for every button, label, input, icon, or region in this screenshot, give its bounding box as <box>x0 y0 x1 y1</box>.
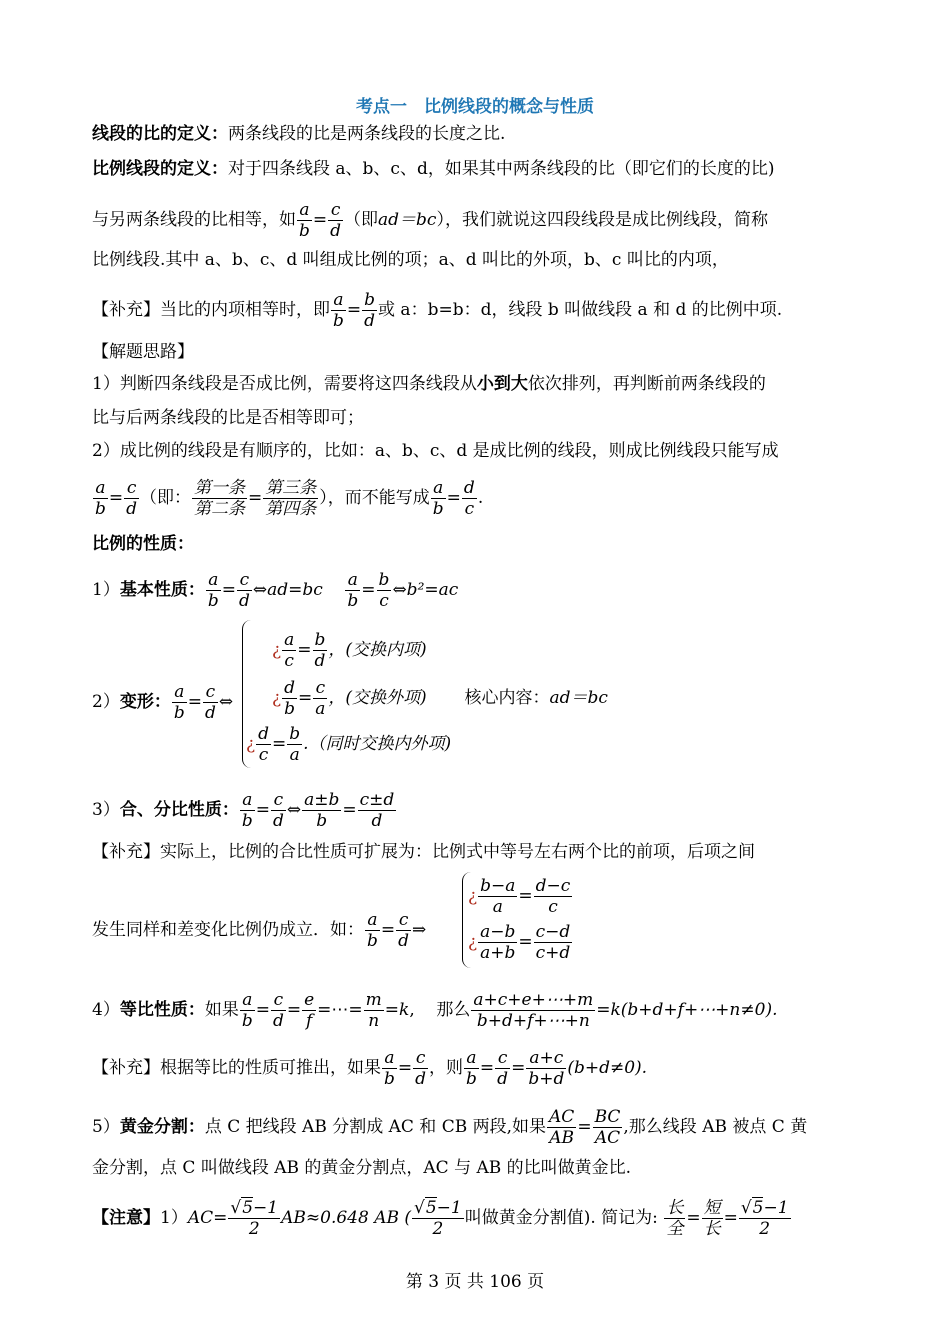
def-prop-line1 <box>92 157 862 181</box>
supp2-case2: ¿ $\frac{a-b}{a+b}$ = $\frac{c-d}{c+d}$ <box>468 922 571 963</box>
fraction-b-d: $\frac{b}{d}$ <box>364 290 376 331</box>
def-prop-text2a: 与另两条线段的比相等，如 <box>92 210 296 230</box>
fraction-c-d: $\frac{c}{d}$ <box>330 200 342 241</box>
supp2-case1: ¿ $\frac{b-a}{a}$ = $\frac{d-c}{c}$ <box>468 876 571 917</box>
fraction-a-b: $\frac{a}{b}$ <box>95 478 106 519</box>
prop5-label: 黄金分割： <box>119 1117 205 1137</box>
prop2-line: 2）变形： $\frac{a}{b}$ = $\frac{c}{d}$ ⇔ <box>92 682 234 723</box>
supp2-line1: 【补充】实际上，比例的合比性质可扩展为：比例式中等号左右两个比的前项，后项之间 <box>92 842 755 862</box>
prop1-eq1: ⇔ad=bc <box>252 580 323 600</box>
prop4-line: 4）等比性质：如果 $\frac{a}{b}$ = $\frac{c}{d}$ = $\frac{e}{f}$ =⋯= $\frac{m}{n}$ =k, 那么 $\frac{a+c+e+\cdots+m}{b+d+f+\cdots+n}$ =k(b+d+f+⋯+n≠0). <box>92 990 778 1031</box>
def-prop-text2d: ），我们就说这四段线段是成比例线段，简称 <box>436 210 768 230</box>
prop5-cont: 金分割，点 C 叫做线段 AB 的黄金分割点，AC 与 AB 的比叫做黄金比. <box>92 1158 632 1178</box>
hint-p2c: ），而不能写成 <box>319 488 430 508</box>
fraction-c-d: $\frac{c}{d}$ <box>126 478 138 519</box>
prop2-swap-both: ¿ $\frac{d}{c}$ = $\frac{b}{a}$ .（同时交换内外项) <box>246 724 452 765</box>
def-prop-eq: ad＝bc <box>378 210 437 230</box>
prop2-label: 变形： <box>119 692 171 712</box>
fraction-a-b: $\frac{a}{b}$ <box>432 478 444 519</box>
prop3-label: 合、分比性质： <box>119 800 239 820</box>
def-prop-text1: 对于四条线段 a、b、c、d，如果其中两条线段的比（即它们的长度的比) <box>228 159 775 179</box>
def-prop-line2: 与另两条线段的比相等，如 $\frac{a}{b}$ = $\frac{c}{d}$ （即ad＝bc），我们就说这四段线段是成比例线段，简称 <box>92 200 768 241</box>
supp1-text-a: 【补充】当比的内项相等时，即 <box>92 300 330 320</box>
hint-p1-cont: 比与后两条线段的比是否相等即可； <box>92 408 364 428</box>
fraction-a-b: $\frac{a}{b}$ <box>333 290 344 331</box>
supp3-line: 【补充】根据等比的性质可推出，如果 $\frac{a}{b}$ = $\frac{c}{d}$ ，则 $\frac{a}{b}$ = $\frac{c}{d}$ = $\frac{a+c}{b+d}$ (b+d≠0). <box>92 1048 648 1089</box>
fraction-d-c: $\frac{d}{c}$ <box>463 478 475 519</box>
supp1-text-b: 或 a：b=b：d，线段 b 叫做线段 a 和 d 的比例中项. <box>378 300 783 320</box>
hint-title: 【解题思路】 <box>92 342 194 362</box>
def-prop-line3: 比例线段.其中 a、b、c、d 叫组成比例的项；a、d 叫比的外项，b、c 叫比的内项， <box>92 250 729 270</box>
prop3-line: 3）合、分比性质： $\frac{a}{b}$ = $\frac{c}{d}$ ⇔ $\frac{a\pm b}{b}$ = $\frac{c\pm d}{d}$ <box>92 790 395 831</box>
section-title: 考点一 比例线段的概念与性质 <box>356 97 594 117</box>
hint-p2: 2）成比例的线段是有顺序的，比如：a、b、c、d 是成比例的线段，则成比例线段只能写成 <box>92 441 779 461</box>
fraction-first-second: $\frac{\text{第一条}}{\text{第二条}}$ <box>194 478 246 519</box>
def-ratio-text: 两条线段的比是两条线段的长度之比. <box>228 124 506 144</box>
hint-p2b: （即： <box>140 488 192 508</box>
supp1-line: 【补充】当比的内项相等时，即 $\frac{a}{b}$ = $\frac{b}{d}$ 或 a：b=b：d，线段 b 叫做线段 a 和 d 的比例中项. <box>92 290 783 331</box>
fraction-a-b: $\frac{a}{b}$ <box>299 200 310 241</box>
note-line: 【注意】1）AC= $\frac{√5-1}{2}$ AB≈0.648 AB ( $\frac{√5-1}{2}$ 叫做黄金分割值). 简记为: $\frac{\text{长}}{\text{全}}$ = $\frac{\text{短}}{\text{长}}$ = $\frac{√5-1}{2}$ <box>92 1198 789 1239</box>
hint-p1b: 小到大 <box>476 374 528 394</box>
prop2-swap-inner: ¿ $\frac{a}{c}$ = $\frac{b}{d}$ ，(交换内项) <box>272 630 427 671</box>
def-ratio-label: 线段的比的定义： <box>92 124 228 144</box>
props-title: 比例的性质： <box>92 534 194 554</box>
prop2-swap-outer: ¿ $\frac{d}{b}$ = $\frac{c}{a}$ ，(交换外项) 核心内容：ad＝bc <box>272 678 608 719</box>
prop4-label: 等比性质： <box>119 1000 205 1020</box>
hint-p1a: 1）判断四条线段是否成比例，需要将这四条线段从 <box>92 374 477 394</box>
prop1-line: 1）基本性质： $\frac{a}{b}$ = $\frac{c}{d}$ ⇔ad=bc $\frac{a}{b}$ = $\frac{b}{c}$ ⇔b²=ac <box>92 570 459 611</box>
hint-p1 <box>92 372 862 396</box>
hint-p1c: 依次排列，再判断前两条线段的 <box>527 374 766 394</box>
hint-p2-cont: $\frac{a}{b}$ = $\frac{c}{d}$ （即： $\frac{\text{第一条}}{\text{第二条}}$ = $\frac{\text{第三条}}{\text{第四条}}$ ），而不能写成 $\frac{a}{b}$ = $\frac{d}{c}$ . <box>95 478 484 519</box>
prop1-eq2: ⇔b²=ac <box>392 580 459 600</box>
page-footer: 第 3 页 共 106 页 <box>405 1272 545 1292</box>
core-eq: ad＝bc <box>549 688 608 708</box>
def-ratio-line <box>92 122 862 146</box>
core-label: 核心内容： <box>464 688 550 708</box>
def-prop-label: 比例线段的定义： <box>92 159 228 179</box>
supp2-line2: 发生同样和差变化比例仍成立．如： $\frac{a}{b}$ = $\frac{c}{d}$ ⇒ <box>92 910 427 951</box>
note-label: 【注意】 <box>92 1208 160 1228</box>
prop1-label: 基本性质： <box>119 580 205 600</box>
fraction-third-fourth: $\frac{\text{第三条}}{\text{第四条}}$ <box>265 478 317 519</box>
def-prop-text2b: （即 <box>344 210 379 230</box>
prop5-line: 5）黄金分割：点 C 把线段 AB 分割成 AC 和 CB 两段,如果 $\frac{AC}{AB}$ = $\frac{BC}{AC}$ ,那么线段 AB 被点 C 黄 <box>92 1107 808 1148</box>
